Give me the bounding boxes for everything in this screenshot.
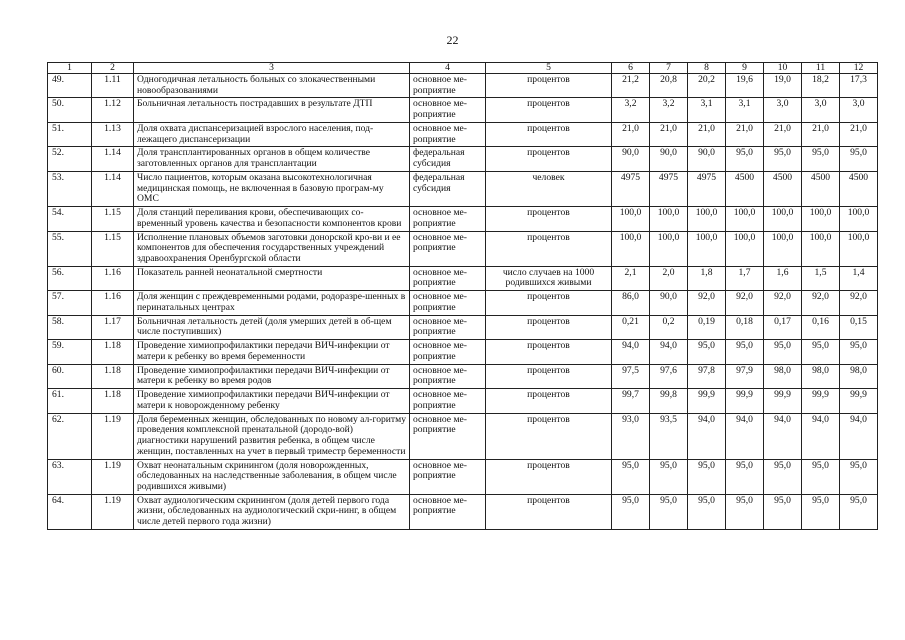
value-cell: 95,0: [802, 340, 840, 364]
value-cell: 3,0: [802, 98, 840, 122]
value-cell: 99,9: [726, 389, 764, 413]
value-cell: 100,0: [612, 207, 650, 231]
value-cell: 3,2: [650, 98, 688, 122]
value-cell: 97,9: [726, 364, 764, 388]
value-cell: 21,0: [726, 122, 764, 146]
value-cell: 92,0: [764, 291, 802, 315]
value-cell: 100,0: [612, 231, 650, 266]
indicator-name-cell: Доля женщин с преждевременными родами, родоразре-шенных в перинатальных центрах: [134, 291, 410, 315]
header-cell: 9: [726, 63, 764, 74]
value-cell: 4975: [650, 171, 688, 206]
value-cell: 1,5: [802, 266, 840, 290]
table-row: [48, 147, 878, 171]
value-cell: 95,0: [764, 494, 802, 529]
unit-cell: человек: [486, 171, 612, 206]
header-cell: 12: [840, 63, 878, 74]
value-cell: 95,0: [840, 147, 878, 171]
value-cell: 3,1: [726, 98, 764, 122]
value-cell: 95,0: [840, 494, 878, 529]
code-cell: 1.14: [92, 147, 134, 171]
value-cell: 95,0: [688, 494, 726, 529]
activity-type-cell: основное ме-роприятие: [410, 122, 486, 146]
value-cell: 95,0: [764, 340, 802, 364]
activity-type-cell: основное ме-роприятие: [410, 207, 486, 231]
table-row: [48, 231, 878, 266]
unit-cell: процентов: [486, 147, 612, 171]
activity-type-cell: основное ме-роприятие: [410, 459, 486, 494]
indicator-name-cell: Доля трансплантированных органов в общем количестве заготовленных органов для трансплантации: [134, 147, 410, 171]
unit-cell: процентов: [486, 207, 612, 231]
activity-type-cell: основное ме-роприятие: [410, 364, 486, 388]
value-cell: 3,0: [764, 98, 802, 122]
value-cell: 0,18: [726, 315, 764, 339]
value-cell: 99,9: [840, 389, 878, 413]
header-cell: 5: [486, 63, 612, 74]
value-cell: 100,0: [764, 231, 802, 266]
value-cell: 90,0: [650, 291, 688, 315]
activity-type-cell: федеральная субсидия: [410, 171, 486, 206]
value-cell: 99,9: [802, 389, 840, 413]
value-cell: 95,0: [650, 494, 688, 529]
value-cell: 21,0: [650, 122, 688, 146]
value-cell: 3,0: [840, 98, 878, 122]
table-row: [48, 340, 878, 364]
activity-type-cell: основное ме-роприятие: [410, 291, 486, 315]
value-cell: 100,0: [840, 207, 878, 231]
value-cell: 92,0: [802, 291, 840, 315]
value-cell: 19,0: [764, 74, 802, 98]
value-cell: 0,17: [764, 315, 802, 339]
code-cell: 1.14: [92, 171, 134, 206]
row-number-cell: 63.: [48, 459, 92, 494]
code-cell: 1.11: [92, 74, 134, 98]
value-cell: 21,0: [688, 122, 726, 146]
value-cell: 21,0: [612, 122, 650, 146]
value-cell: 90,0: [612, 147, 650, 171]
value-cell: 100,0: [726, 231, 764, 266]
indicator-name-cell: Число пациентов, которым оказана высокотехнологичная медицинская помощь, не включенная в базовую програм-му ОМС: [134, 171, 410, 206]
header-row: [48, 63, 878, 74]
code-cell: 1.15: [92, 207, 134, 231]
table-row: [48, 389, 878, 413]
value-cell: 98,0: [802, 364, 840, 388]
value-cell: 3,1: [688, 98, 726, 122]
code-cell: 1.13: [92, 122, 134, 146]
value-cell: 94,0: [802, 413, 840, 459]
row-number-cell: 60.: [48, 364, 92, 388]
code-cell: 1.19: [92, 459, 134, 494]
value-cell: 2,0: [650, 266, 688, 290]
value-cell: 95,0: [612, 494, 650, 529]
unit-cell: процентов: [486, 315, 612, 339]
code-cell: 1.16: [92, 291, 134, 315]
value-cell: 0,2: [650, 315, 688, 339]
row-number-cell: 50.: [48, 98, 92, 122]
value-cell: 90,0: [688, 147, 726, 171]
value-cell: 19,6: [726, 74, 764, 98]
code-cell: 1.18: [92, 364, 134, 388]
value-cell: 94,0: [840, 413, 878, 459]
table-row: [48, 494, 878, 529]
table-row: [48, 207, 878, 231]
row-number-cell: 53.: [48, 171, 92, 206]
value-cell: 21,0: [802, 122, 840, 146]
value-cell: 90,0: [650, 147, 688, 171]
value-cell: 95,0: [688, 459, 726, 494]
value-cell: 95,0: [764, 459, 802, 494]
value-cell: 98,0: [764, 364, 802, 388]
indicator-name-cell: Исполнение плановых объемов заготовки донорской кро-ви и ее компонентов для обеспечения государственных учреждений здравоохранения Оренбургской области: [134, 231, 410, 266]
row-number-cell: 52.: [48, 147, 92, 171]
header-cell: 11: [802, 63, 840, 74]
value-cell: 100,0: [840, 231, 878, 266]
value-cell: 95,0: [726, 459, 764, 494]
activity-type-cell: основное ме-роприятие: [410, 98, 486, 122]
value-cell: 98,0: [840, 364, 878, 388]
value-cell: 95,0: [726, 494, 764, 529]
table-row: [48, 413, 878, 459]
row-number-cell: 62.: [48, 413, 92, 459]
indicator-name-cell: Показатель ранней неонатальной смертности: [134, 266, 410, 290]
activity-type-cell: основное ме-роприятие: [410, 494, 486, 529]
value-cell: 93,0: [612, 413, 650, 459]
row-number-cell: 55.: [48, 231, 92, 266]
value-cell: 1,7: [726, 266, 764, 290]
activity-type-cell: основное ме-роприятие: [410, 74, 486, 98]
unit-cell: процентов: [486, 231, 612, 266]
value-cell: 94,0: [650, 340, 688, 364]
value-cell: 100,0: [802, 231, 840, 266]
indicator-name-cell: Охват аудиологическим скринингом (доля детей первого года жизни, обследованных на аудиологический скри-нинг, в общем числе детей первого года жизни): [134, 494, 410, 529]
table-row: [48, 74, 878, 98]
value-cell: 1,4: [840, 266, 878, 290]
value-cell: 97,8: [688, 364, 726, 388]
value-cell: 0,15: [840, 315, 878, 339]
header-cell: 3: [134, 63, 410, 74]
value-cell: 95,0: [764, 147, 802, 171]
row-number-cell: 58.: [48, 315, 92, 339]
indicator-name-cell: Доля беременных женщин, обследованных по новому ал-горитму проведения комплексной пренатальной (дородо-вой) диагностики нарушений развития ребенка, в общем числе женщин, поставленных на учет в первый триместр беременности: [134, 413, 410, 459]
value-cell: 92,0: [840, 291, 878, 315]
indicators-table: [47, 62, 878, 530]
code-cell: 1.15: [92, 231, 134, 266]
value-cell: 95,0: [840, 340, 878, 364]
value-cell: 20,8: [650, 74, 688, 98]
value-cell: 100,0: [802, 207, 840, 231]
value-cell: 95,0: [726, 147, 764, 171]
value-cell: 4500: [726, 171, 764, 206]
value-cell: 17,3: [840, 74, 878, 98]
value-cell: 94,0: [726, 413, 764, 459]
table-row: [48, 315, 878, 339]
code-cell: 1.16: [92, 266, 134, 290]
header-cell: 2: [92, 63, 134, 74]
header-cell: 8: [688, 63, 726, 74]
indicator-name-cell: Проведение химиопрофилактики передачи ВИЧ-инфекции от матери к ребенку во время родов: [134, 364, 410, 388]
value-cell: 97,5: [612, 364, 650, 388]
activity-type-cell: основное ме-роприятие: [410, 266, 486, 290]
unit-cell: процентов: [486, 494, 612, 529]
code-cell: 1.18: [92, 340, 134, 364]
value-cell: 2,1: [612, 266, 650, 290]
value-cell: 92,0: [726, 291, 764, 315]
activity-type-cell: основное ме-роприятие: [410, 315, 486, 339]
value-cell: 94,0: [764, 413, 802, 459]
unit-cell: процентов: [486, 389, 612, 413]
value-cell: 21,0: [840, 122, 878, 146]
code-cell: 1.12: [92, 98, 134, 122]
value-cell: 1,8: [688, 266, 726, 290]
header-cell: 7: [650, 63, 688, 74]
indicator-name-cell: Доля охвата диспансеризацией взрослого населения, под-лежащего диспансеризации: [134, 122, 410, 146]
value-cell: 95,0: [688, 340, 726, 364]
table-row: [48, 171, 878, 206]
activity-type-cell: основное ме-роприятие: [410, 231, 486, 266]
unit-cell: процентов: [486, 413, 612, 459]
indicator-name-cell: Больничная летальность детей (доля умерших детей в об-щем числе поступивших): [134, 315, 410, 339]
activity-type-cell: основное ме-роприятие: [410, 389, 486, 413]
value-cell: 100,0: [688, 231, 726, 266]
unit-cell: процентов: [486, 364, 612, 388]
value-cell: 100,0: [650, 231, 688, 266]
value-cell: 21,2: [612, 74, 650, 98]
value-cell: 18,2: [802, 74, 840, 98]
value-cell: 4500: [802, 171, 840, 206]
row-number-cell: 59.: [48, 340, 92, 364]
value-cell: 93,5: [650, 413, 688, 459]
row-number-cell: 49.: [48, 74, 92, 98]
activity-type-cell: федеральная субсидия: [410, 147, 486, 171]
table-row: [48, 291, 878, 315]
row-number-cell: 54.: [48, 207, 92, 231]
unit-cell: процентов: [486, 98, 612, 122]
value-cell: 21,0: [764, 122, 802, 146]
unit-cell: процентов: [486, 291, 612, 315]
unit-cell: процентов: [486, 122, 612, 146]
value-cell: 4975: [612, 171, 650, 206]
value-cell: 4500: [764, 171, 802, 206]
code-cell: 1.19: [92, 494, 134, 529]
value-cell: 4500: [840, 171, 878, 206]
row-number-cell: 61.: [48, 389, 92, 413]
value-cell: 94,0: [688, 413, 726, 459]
indicator-name-cell: Проведение химиопрофилактики передачи ВИЧ-инфекции от матери к новорожденному ребенку: [134, 389, 410, 413]
value-cell: 95,0: [726, 340, 764, 364]
unit-cell: число случаев на 1000 родившихся живыми: [486, 266, 612, 290]
row-number-cell: 56.: [48, 266, 92, 290]
code-cell: 1.17: [92, 315, 134, 339]
table-row: [48, 266, 878, 290]
header-cell: 6: [612, 63, 650, 74]
value-cell: 99,9: [764, 389, 802, 413]
activity-type-cell: основное ме-роприятие: [410, 413, 486, 459]
unit-cell: процентов: [486, 74, 612, 98]
value-cell: 20,2: [688, 74, 726, 98]
row-number-cell: 51.: [48, 122, 92, 146]
header-cell: 4: [410, 63, 486, 74]
value-cell: 3,2: [612, 98, 650, 122]
indicator-name-cell: Одногодичная летальность больных со злокачественными новообразованиями: [134, 74, 410, 98]
table-row: [48, 459, 878, 494]
header-cell: 1: [48, 63, 92, 74]
code-cell: 1.18: [92, 389, 134, 413]
value-cell: 95,0: [650, 459, 688, 494]
indicator-name-cell: Проведение химиопрофилактики передачи ВИЧ-инфекции от матери к ребенку во время беременности: [134, 340, 410, 364]
value-cell: 97,6: [650, 364, 688, 388]
table-row: [48, 122, 878, 146]
table-row: [48, 98, 878, 122]
table-row: [48, 364, 878, 388]
value-cell: 94,0: [612, 340, 650, 364]
unit-cell: процентов: [486, 459, 612, 494]
indicator-name-cell: Охват неонатальным скринингом (доля новорожденных, обследованных на наследственные заболевания, в общем числе родившихся живыми): [134, 459, 410, 494]
code-cell: 1.19: [92, 413, 134, 459]
page-number: 22: [446, 33, 459, 47]
value-cell: 99,7: [612, 389, 650, 413]
value-cell: 100,0: [688, 207, 726, 231]
value-cell: 0,19: [688, 315, 726, 339]
header-cell: 10: [764, 63, 802, 74]
value-cell: 99,8: [650, 389, 688, 413]
value-cell: 95,0: [840, 459, 878, 494]
value-cell: 0,16: [802, 315, 840, 339]
value-cell: 100,0: [726, 207, 764, 231]
value-cell: 100,0: [650, 207, 688, 231]
value-cell: 86,0: [612, 291, 650, 315]
value-cell: 100,0: [764, 207, 802, 231]
row-number-cell: 57.: [48, 291, 92, 315]
row-number-cell: 64.: [48, 494, 92, 529]
value-cell: 1,6: [764, 266, 802, 290]
value-cell: 92,0: [688, 291, 726, 315]
value-cell: 95,0: [802, 459, 840, 494]
activity-type-cell: основное ме-роприятие: [410, 340, 486, 364]
unit-cell: процентов: [486, 340, 612, 364]
value-cell: 95,0: [802, 494, 840, 529]
value-cell: 95,0: [612, 459, 650, 494]
value-cell: 4975: [688, 171, 726, 206]
indicator-name-cell: Больничная летальность пострадавших в результате ДТП: [134, 98, 410, 122]
value-cell: 95,0: [802, 147, 840, 171]
value-cell: 99,9: [688, 389, 726, 413]
value-cell: 0,21: [612, 315, 650, 339]
indicator-name-cell: Доля станций переливания крови, обеспечивающих со-временный уровень качества и безопасности компонентов крови: [134, 207, 410, 231]
